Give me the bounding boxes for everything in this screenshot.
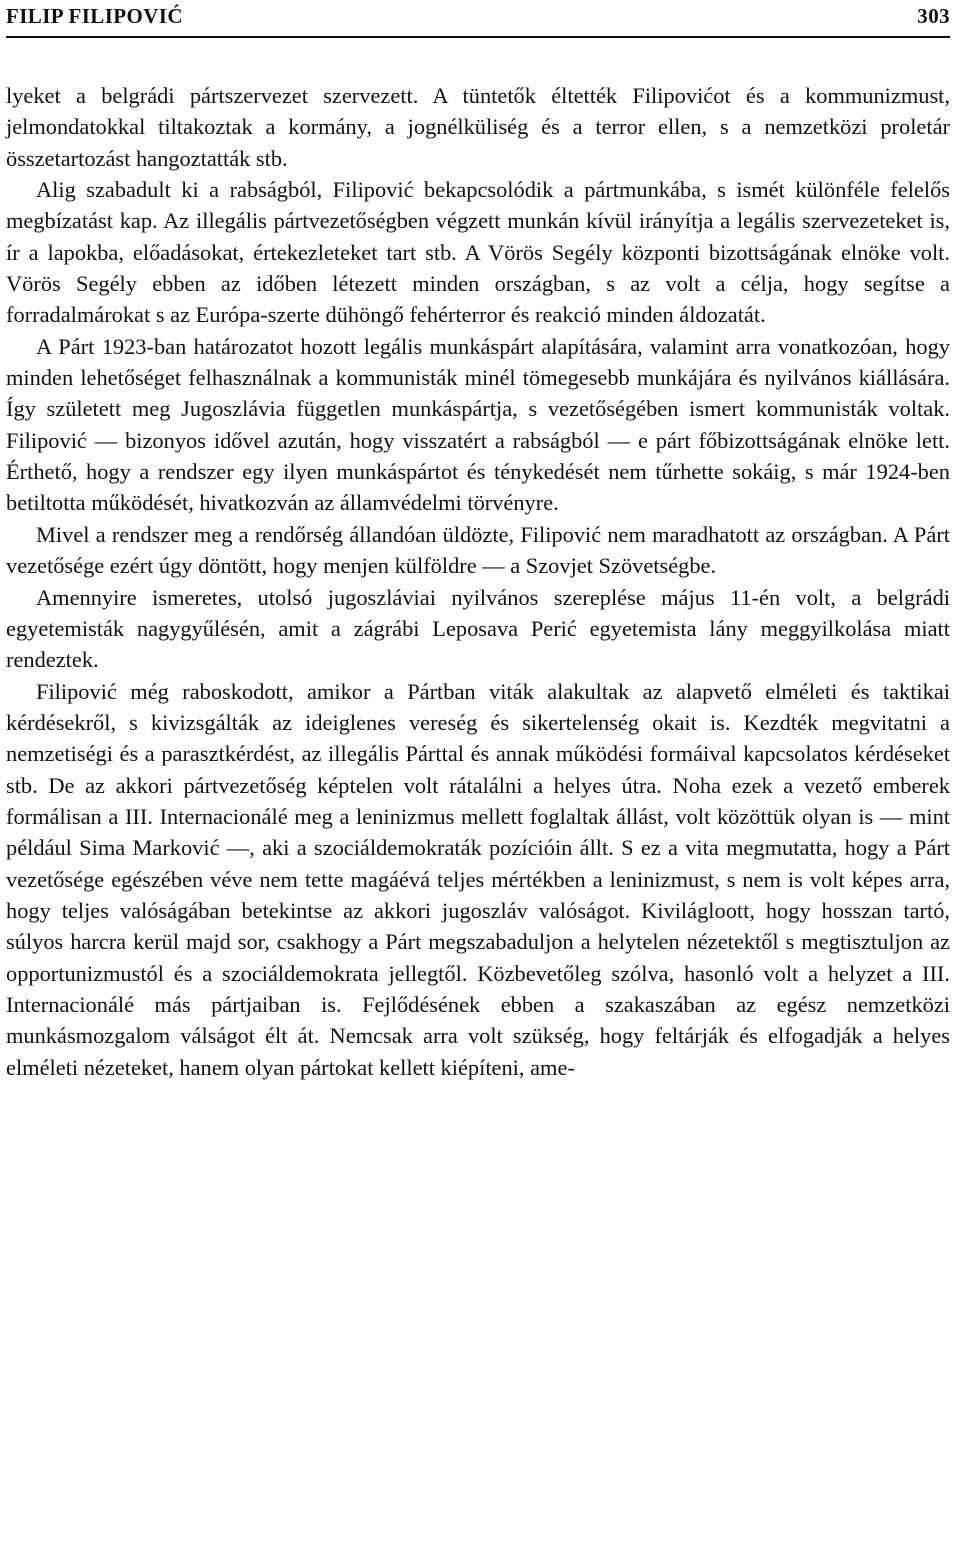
body-text [6,80,950,1083]
paragraph: Filipović még raboskodott, amikor a Pártban viták alakultak az alapvető elméleti és taktikai kérdésekről, s kivizsgálták az ideiglenes vereség és sikertelenség okait is. Kezdték megvitatni a nemzetiségi és a parasztkérdést, az illegális Párttal és annak működési formáival kapcsolatos kérdéseket stb. De az akkori pártvezetőség képtelen volt rátalálni a helyes útra. Noha ezek a vezető emberek formálisan a III. Internacionálé meg a leninizmus mellett foglaltak állást, volt közöttük olyan is — mint például Sima Marković —, aki a szociáldemokraták pozícióin állt. S ez a vita megmutatta, hogy a Párt vezetősége egészében véve nem tette magáévá teljes mértékben a leninizmust, s nem is volt képes arra, hogy teljes valóságában betekintse az akkori jugoszláv valóságot. Kivilágloott, hogy hosszan tartó, súlyos harcra kerül majd sor, csakhogy a Párt megszabaduljon a helytelen nézetektől s megtisztuljon az opportunizmustól és a szociáldemokrata jellegtől. Közbevetőleg szólva, hasonló volt a helyzet a III. Internacionálé más pártjaiban is. Fejlődésének ebben a szakaszában az egész nemzetközi munkásmozgalom válságot élt át. Nemcsak arra volt szükség, hogy feltárják és elfogadják a helyes elméleti nézeteket, hanem olyan pártokat kellett kiépíteni, ame- [6,678,950,1080]
running-title: FILIP FILIPOVIĆ [6,4,183,28]
running-head [6,4,950,36]
paragraph: Alig szabadult ki a rabságból, Filipović bekapcsolódik a pártmunkába, s ismét különféle felelős megbízatást kap. Az illegális pártvezetőségben végzett munkán kívül irányítja a legális szervezeteket is, ír a lapokba, előadásokat, értekezleteket tart stb. A Vörös Segély központi bizottságának elnöke volt. Vörös Segély ebben az időben létezett minden országban, s az volt a célja, hogy segítse a forradalmárokat s az Európa-szerte dühöngő fehérterror és reakció minden áldozatát. [6,177,950,328]
paragraph: lyeket a belgrádi pártszervezet szervezett. A tüntetők éltették Filipovićot és a kommunizmust, jelmondatokkal tiltakoztak a kormány, a jognélküliség és a terror ellen, s a nemzetközi proletár összetartozást hangoztatták stb. [6,83,950,171]
page-number: 303 [917,4,950,28]
paragraph: A Párt 1923-ban határozatot hozott legális munkáspárt alapítására, valamint arra vonatkozóan, hogy minden lehetőséget felhasználnak a kommunisták minél tömegesebb munkájára és nyilvános kiállására. Így született meg Jugoszlávia független munkáspártja, s vezetőségében ismert kommunisták voltak. Filipović — bizonyos idővel azután, hogy visszatért a rabságból — e párt főbizottságának elnöke lett. Érthető, hogy a rendszer egy ilyen munkáspártot és ténykedését nem tűrhette sokáig, s már 1924-ben betiltotta működését, hivatkozván az államvédelmi törvényre. [6,333,950,516]
header-rule [6,36,950,38]
paragraph: Mivel a rendszer meg a rendőrség állandóan üldözte, Filipović nem maradhatott az országban. A Párt vezetősége ezért úgy döntött, hogy menjen külföldre — a Szovjet Szövetségbe. [6,521,950,579]
paragraph: Amennyire ismeretes, utolsó jugoszláviai nyilvános szereplése május 11-én volt, a belgrádi egyetemisták nagygyűlésén, amit a zágrábi Leposava Perić egyetemista lány meggyilkolása miatt rendeztek. [6,584,950,673]
